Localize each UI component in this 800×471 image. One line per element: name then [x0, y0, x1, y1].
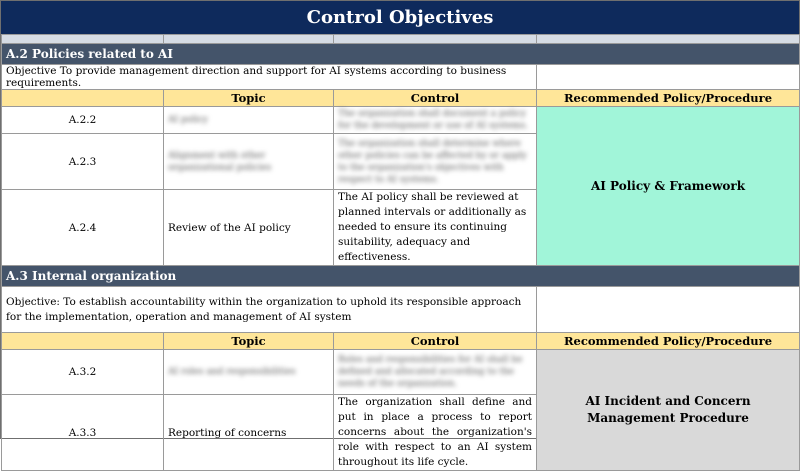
control-code[interactable]: A.2.3: [2, 134, 164, 190]
section-heading[interactable]: A.2 Policies related to AI: [2, 44, 800, 65]
recommended-policy-cell[interactable]: AI Policy & Framework: [537, 107, 800, 266]
table-row: [2, 107, 800, 134]
topic-text-blurred: AI policy: [168, 115, 208, 125]
section-heading-row: [2, 266, 800, 287]
stub-cell[interactable]: [537, 35, 800, 44]
control-header[interactable]: Control: [334, 333, 537, 350]
control-cell[interactable]: [334, 350, 537, 395]
control-code[interactable]: A.2.2: [2, 107, 164, 134]
recommended-header[interactable]: Recommended Policy/Procedure: [537, 90, 800, 107]
objective-empty-cell[interactable]: [537, 65, 800, 90]
section-heading[interactable]: A.3 Internal organization: [2, 266, 800, 287]
control-text-blurred: Roles and responsibilities for AI shall be defined and allocated according to the needs of the organization.: [338, 355, 523, 389]
objective-row: [2, 65, 800, 90]
objective-empty-cell[interactable]: [537, 287, 800, 333]
stub-cell[interactable]: [334, 35, 537, 44]
column-header-row: [2, 333, 800, 350]
control-text-blurred: The organization shall determine where other policies can be affected by or apply to the organization's objectives with respect to AI systems.: [338, 138, 527, 185]
control-code[interactable]: A.2.4: [2, 190, 164, 266]
objective-row: [2, 287, 800, 333]
control-code[interactable]: A.3.2: [2, 350, 164, 395]
control-cell[interactable]: [334, 107, 537, 134]
topic-cell[interactable]: [164, 134, 334, 190]
header-stub-row: [2, 35, 800, 44]
control-code[interactable]: A.3.3: [2, 395, 164, 471]
table-row: [2, 350, 800, 395]
control-cell[interactable]: The AI policy shall be reviewed at planned intervals or additionally as needed to ensure its continuing suitability, adequacy and effectiveness.: [334, 190, 537, 266]
topic-header[interactable]: Topic: [164, 333, 334, 350]
code-header-cell[interactable]: [2, 90, 164, 107]
column-header-row: [2, 90, 800, 107]
code-header-cell[interactable]: [2, 333, 164, 350]
objective-text[interactable]: Objective To provide management direction and support for AI systems according to business requirements.: [2, 65, 537, 90]
objective-text[interactable]: Objective: To establish accountability within the organization to uphold its responsible approach for the implementation, operation and management of AI system: [2, 287, 537, 333]
stub-cell[interactable]: [164, 35, 334, 44]
recommended-policy-cell[interactable]: AI Incident and Concern Management Procedure: [537, 350, 800, 471]
section-heading-row: [2, 44, 800, 65]
topic-cell[interactable]: Review of the AI policy: [164, 190, 334, 266]
control-cell[interactable]: [334, 134, 537, 190]
stub-cell[interactable]: [2, 35, 164, 44]
control-cell[interactable]: The organization shall define and put in place a process to report concerns about the organization's role with respect to an AI system throughout its life cycle.: [334, 395, 537, 471]
control-objectives-table: [1, 34, 800, 471]
topic-cell[interactable]: Reporting of concerns: [164, 395, 334, 471]
sheet-title: Control Objectives: [1, 1, 799, 34]
topic-cell[interactable]: [164, 350, 334, 395]
control-header[interactable]: Control: [334, 90, 537, 107]
topic-header[interactable]: Topic: [164, 90, 334, 107]
topic-text-blurred: Alignment with other organizational policies: [168, 150, 272, 173]
recommended-header[interactable]: Recommended Policy/Procedure: [537, 333, 800, 350]
topic-cell[interactable]: [164, 107, 334, 134]
topic-text-blurred: AI roles and responsibilities: [168, 367, 296, 377]
control-text-blurred: The organization shall document a policy for the development or use of AI systems.: [338, 109, 529, 131]
